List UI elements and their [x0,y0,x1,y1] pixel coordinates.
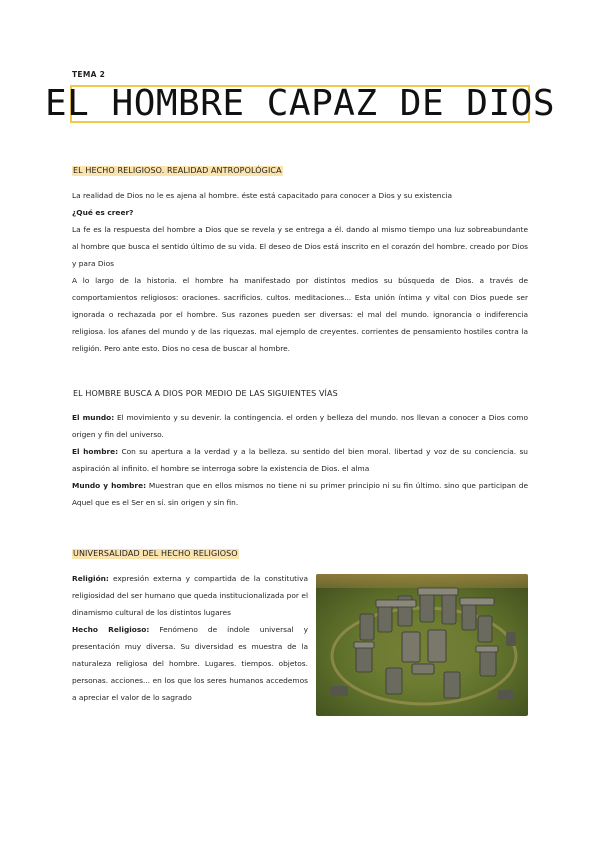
section-heading-universality: UNIVERSALIDAD DEL HECHO RELIGIOSO [73,549,238,558]
term: El hombre: [72,447,119,456]
section-body-ways [72,409,528,511]
definition: Muestran que en ellos mismos no tiene ni su primer principio ni su fin último. sino que participan de Aquel que es el Ser en sí. sin origen y sin fin. [72,481,528,507]
section-body-universality [72,570,308,706]
term: Hecho Religioso: [72,625,150,634]
paragraph: La fe es la respuesta del hombre a Dios que se revela y se entrega a él. dando al mismo tiempo una luz sobreabundante al hombre que busca el sentido último de su vida. El deseo de Dios está inscrito en el corazón del hombre. creado por Dios y para Dios [72,225,528,268]
section-body-religious-fact [72,187,528,357]
section-heading-ways: EL HOMBRE BUSCA A DIOS POR MEDIO DE LAS SIGUIENTES VÍAS [73,389,338,398]
term: El mundo: [72,413,115,422]
term: Religión: [72,574,109,583]
list-item [72,443,528,477]
term: Mundo y hombre: [72,481,147,490]
question-heading: ¿Qué es creer? [72,208,134,217]
paragraph: La realidad de Dios no le es ajena al hombre. éste está capacitado para conocer a Dios y su existencia [72,191,453,200]
list-item [72,621,308,706]
list-item [72,477,528,511]
topic-label: TEMA 2 [72,70,106,79]
stonehenge-photo [316,574,528,716]
section-heading-religious-fact: EL HECHO RELIGIOSO. REALIDAD ANTROPOLÓGICA [73,166,282,175]
definition: Con su apertura a la verdad y a la belleza. su sentido del bien moral. libertad y voz de su conciencia. su aspiración al infinito. el hombre se interroga sobre la existencia de Dios. el alma [72,447,528,473]
definition: Fenómeno de índole universal y presentación muy diversa. Su diversidad es muestra de la naturaleza religiosa del hombre. Lugares. tiempos. objetos. personas. acciones... en los que los seres humanos accedemos a apreciar el valor de lo sagrado [72,625,308,702]
definition: expresión externa y compartida de la constitutiva religiosidad del ser humano que queda institucionalizada por el dinamismo cultural de los distintos lugares [72,574,308,617]
paragraph: A lo largo de la historia. el hombre ha manifestado por distintos medios su búsqueda de Dios. a través de comportamientos religiosos: oraciones. sacrificios. cultos. meditaciones... Esta unión íntima y vital con Dios puede ser ignorada o rechazada por el hombre. Sus razones pueden ser diversas: el mal del mundo. ignorancia o indiferencia religiosa. los afanes del mundo y de las riquezas. mal ejemplo de creyentes. corrientes de pensamiento hostiles contra la religión. Pero ante esto. Dios no cesa de buscar al hombre. [72,276,528,353]
page-title: EL HOMBRE CAPAZ DE DIOS [45,83,555,124]
list-item [72,409,528,443]
list-item [72,570,308,621]
definition: El movimiento y su devenir. la contingencia. el orden y belleza del mundo. nos llevan a conocer a Dios como origen y fin del universo. [72,413,528,439]
title-box [45,83,555,124]
